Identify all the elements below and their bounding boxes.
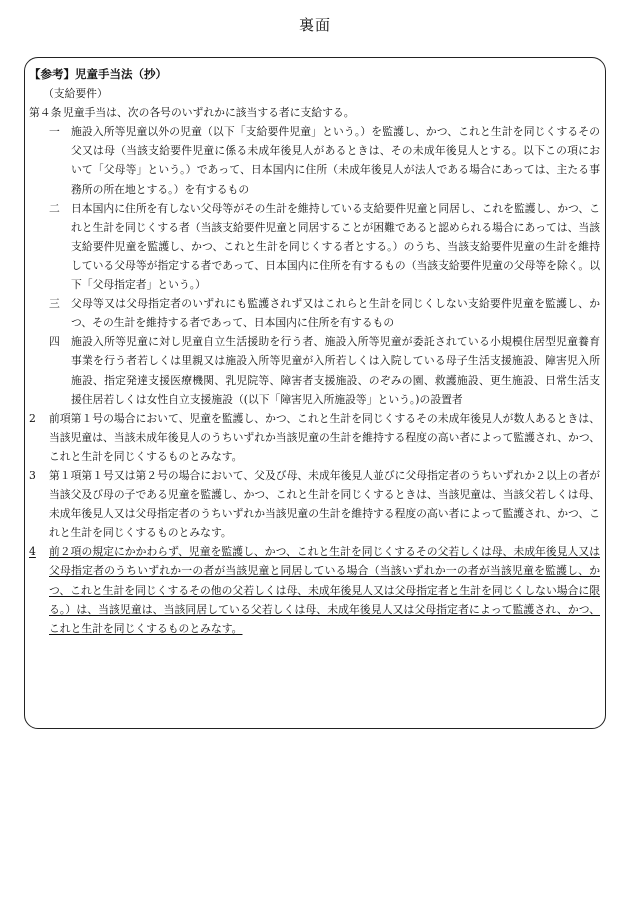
item-text: 父母等又は父母指定者のいずれにも監護されず又はこれらと生計を同じくしない支給要件児童を監護し、かつ、その生計を維持する者であって、日本国内に住所を有するもの — [71, 297, 600, 330]
paragraph-number: 3 — [29, 468, 36, 482]
item-4 — [29, 332, 600, 408]
paragraph-number: 2 — [29, 411, 36, 425]
article-text: 児童手当は、次の各号のいずれかに該当する者に支給する。 — [63, 106, 355, 120]
paragraph-text: 第１項第１号又は第２号の場合において、父及び母、未成年後見人並びに父母指定者のうちいずれか２以上の者が当該父及び母の子である児童を監護し、かつ、これと生計を同じくするときは、当該児童は、当該父若しくは母、未成年後見人又は父母指定者のうちいずれか当該児童の生計を維持する程度の高い者によって監護され、かつ、これと生計を同じくするものとみなす。 — [49, 468, 600, 540]
item-number: 二 — [49, 201, 60, 215]
item-2 — [29, 199, 600, 294]
reference-box — [24, 57, 606, 729]
item-number: 三 — [49, 297, 60, 311]
paragraph-3 — [29, 466, 600, 542]
item-text: 施設入所等児童に対し児童自立生活援助を行う者、施設入所等児童が委託されている小規模住居型児童養育事業を行う者若しくは里親又は施設入所等児童が入所若しくは入院している母子生活支援施設、障害児入所施設、指定発達支援医療機関、乳児院等、障害者支援施設、のぞみの園、救護施設、更生施設、日常生活支援住居若しくは女性自立支援施設（(以下「障害児入所施設等」という。)の設置者 — [71, 335, 600, 406]
item-number: 四 — [49, 335, 60, 349]
page-title: 裏面 — [298, 16, 331, 34]
paragraph-2 — [29, 409, 600, 466]
item-number: 一 — [49, 125, 60, 139]
paragraph-number: 4 — [29, 545, 36, 559]
paragraph-text: 前２項の規定にかかわらず、児童を監護し、かつ、これと生計を同じくするその父若しくは母、未成年後見人又は父母指定者のうちいずれか一の者が当該児童と同居している場合（当該いずれか一の者が当該児童を監護し、かつ、これと生計を同じくするその他の父若しくは母、未成年後見人又は父母指定者と生計を同じくしない場合に限る。）は、当該児童は、当該同居している父若しくは母、未成年後見人又は父母指定者によって監護され、かつ、これと生計を同じくするものとみなす。 — [49, 545, 600, 635]
item-text: 日本国内に住所を有しない父母等がその生計を維持している支給要件児童と同居し、これを監護し、かつ、これと生計を同じくする者（当該支給要件児童と同居することが困難であると認められる場合にあっては、当該支給要件児童を監護し、かつ、これと生計を同じくする者とする。）のうち、当該支給要件児童の生計を維持している父母等が指定する者であって、日本国内に住所を有するもの（当該支給要件児童の父母等を除く。以下「父母指定者」という。） — [71, 201, 600, 292]
article-label: 第４条 — [29, 106, 62, 120]
paragraph-text: 前項第１号の場合において、児童を監護し、かつ、これと生計を同じくするその未成年後見人が数人あるときは、当該児童は、当該未成年後見人のうちいずれか当該児童の生計を維持する程度の高い者によって監護され、かつ、これと生計を同じくするものとみなす。 — [49, 411, 600, 463]
reference-content — [29, 65, 600, 638]
paragraph-4 — [29, 542, 600, 637]
item-3 — [29, 294, 600, 332]
item-text: 施設入所等児童以外の児童（以下「支給要件児童」という。）を監護し、かつ、これと生計を同じくするその父又は母（当該支給要件児童に係る未成年後見人があるときは、その未成年後見人とする。以下この項において「父母等」という。）であって、日本国内に住所（未成年後見人が法人である場合にあっては、主たる事務所の所在地とする。）を有するもの — [71, 125, 600, 196]
item-1 — [29, 122, 600, 198]
section-subheading: （支給要件） — [43, 87, 108, 101]
article-line — [29, 103, 600, 122]
reference-heading: 【参考】児童手当法（抄） — [29, 67, 167, 81]
